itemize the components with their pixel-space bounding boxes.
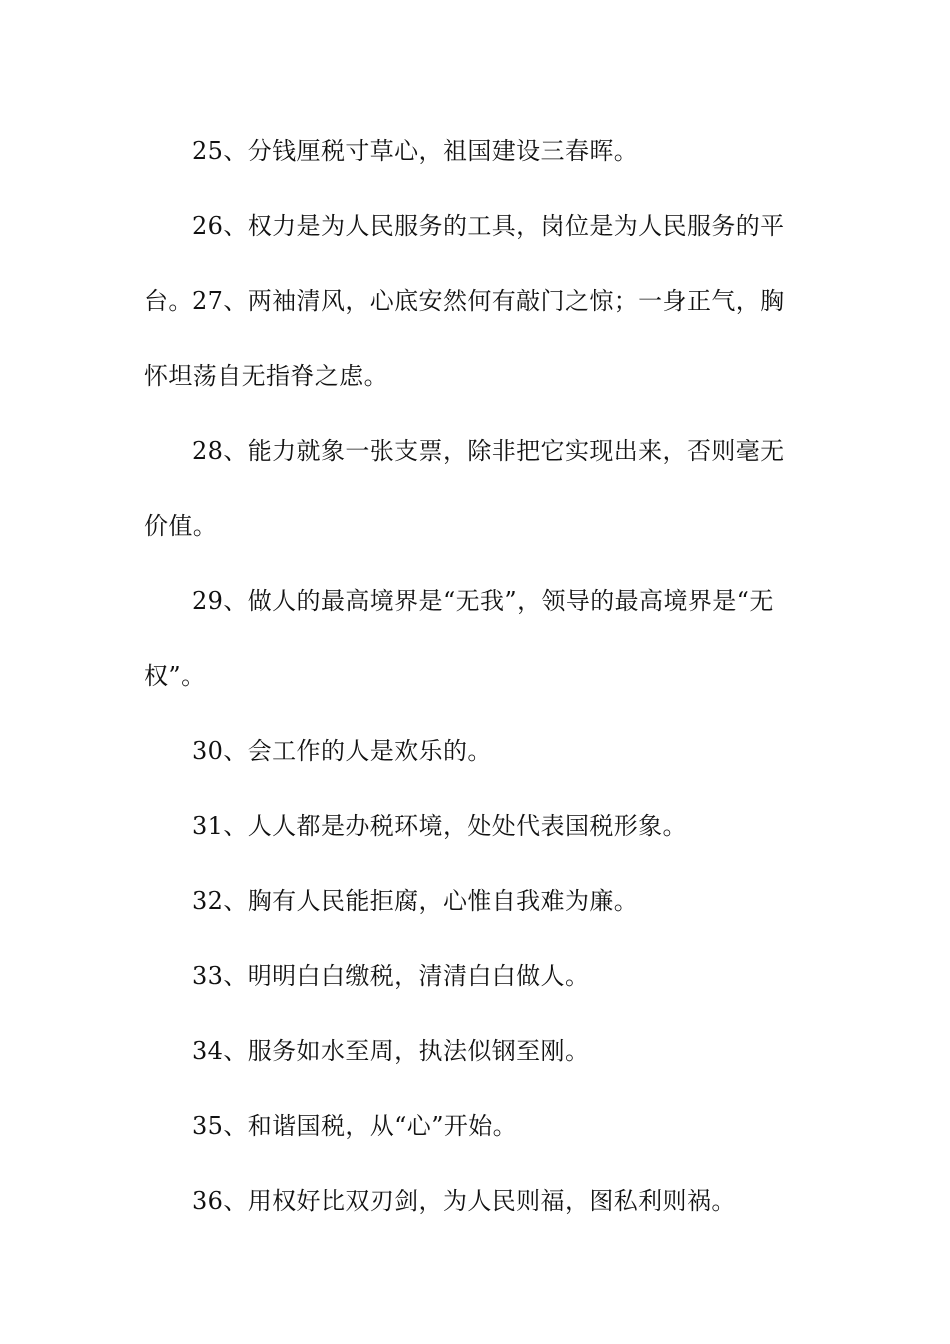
list-item: 26、权力是为人民服务的工具，岗位是为人民服务的平台。 <box>144 212 785 315</box>
list-item: 31、人人都是办税环境，处处代表国税形象。 <box>192 812 687 840</box>
list-item: 36、用权好比双刃剑，为人民则福，图私利则祸。 <box>192 1187 736 1215</box>
list-item: 35、和谐国税，从“心”开始。 <box>192 1112 518 1140</box>
list-item: 25、分钱厘税寸草心，祖国建设三春晖。 <box>192 137 639 165</box>
list-item: 32、胸有人民能拒腐，心惟自我难为廉。 <box>192 887 639 915</box>
list-item: 33、明明白白缴税，清清白白做人。 <box>192 962 590 990</box>
list-item: 29、做人的最高境界是“无我”，领导的最高境界是“无权”。 <box>144 587 774 690</box>
list-item: 28、能力就象一张支票，除非把它实现出来，否则毫无价值。 <box>144 437 785 540</box>
list-item: 34、服务如水至周，执法似钢至刚。 <box>192 1037 590 1065</box>
list-item: 30、会工作的人是欢乐的。 <box>192 737 492 765</box>
list-item: 27、两袖清风，心底安然何有敲门之惊；一身正气，胸怀坦荡自无指脊之虑。 <box>144 287 785 390</box>
